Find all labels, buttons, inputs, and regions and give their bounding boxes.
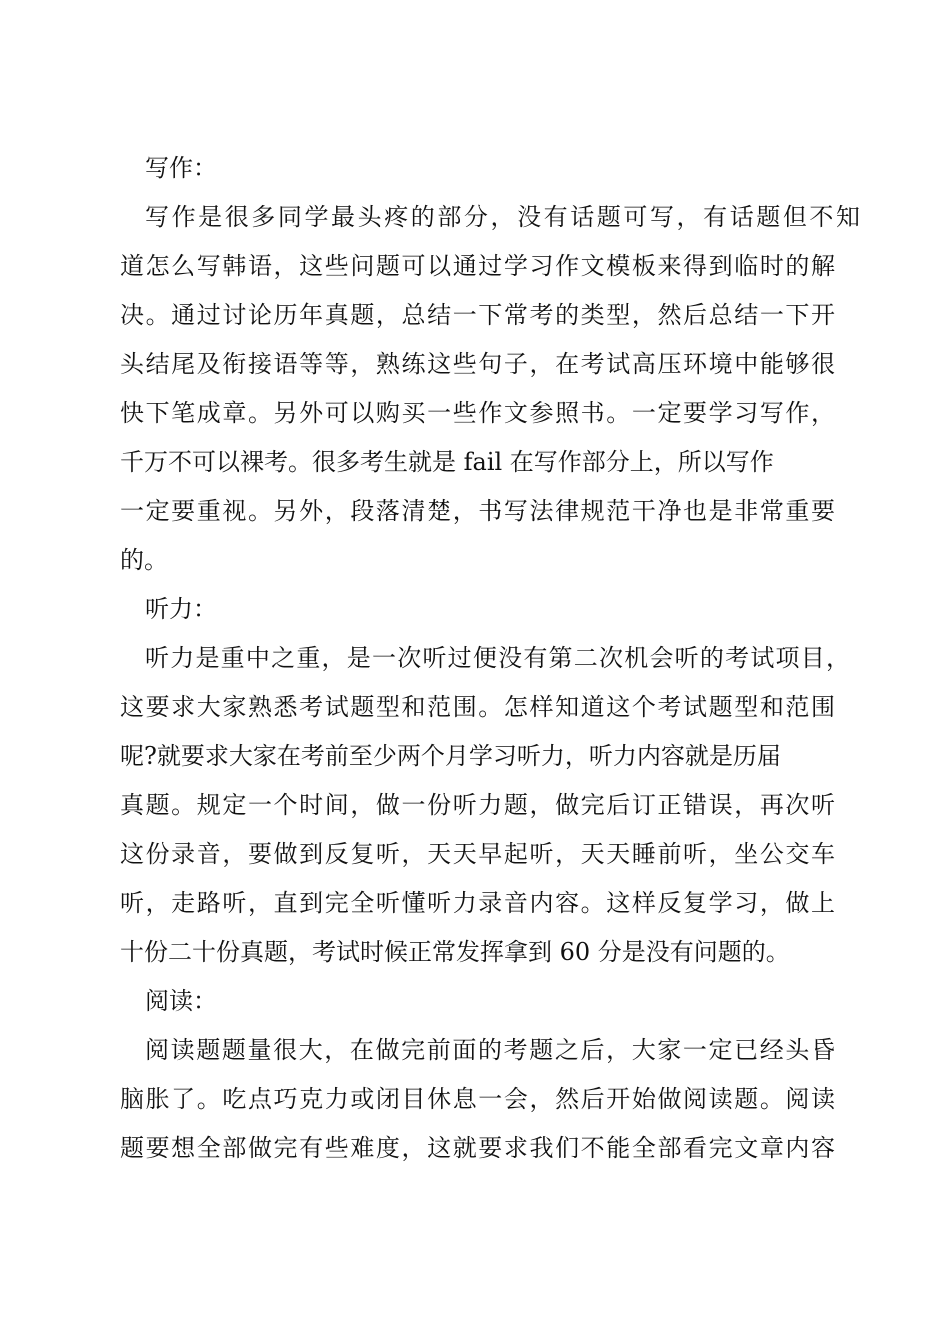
paragraph-line: 一定要重视。另外，段落清楚，书写法律规范干净也是非常重要	[120, 497, 835, 525]
paragraph-line: 快下笔成章。另外可以购买一些作文参照书。一定要学习写作，	[120, 399, 835, 427]
section-heading-listening: 听力：	[145, 595, 217, 623]
paragraph-line: 十份二十份真题，考试时候正常发挥拿到 60 分是没有问题的。	[120, 938, 790, 966]
paragraph-line: 头结尾及衔接语等等，熟练这些句子，在考试高压环境中能够很	[120, 350, 835, 378]
paragraph-line: 千万不可以裸考。很多考生就是 fail 在写作部分上，所以写作	[120, 448, 774, 476]
paragraph-line: 呢?就要求大家在考前至少两个月学习听力，听力内容就是历届	[120, 742, 781, 770]
paragraph-line: 的。	[120, 546, 168, 574]
paragraph-line: 阅读题题量很大，在做完前面的考题之后，大家一定已经头昏	[145, 1036, 835, 1064]
paragraph-line: 道怎么写韩语，这些问题可以通过学习作文模板来得到临时的解	[120, 252, 835, 280]
paragraph-line: 这要求大家熟悉考试题型和范围。怎样知道这个考试题型和范围	[120, 693, 835, 721]
paragraph-line: 题要想全部做完有些难度，这就要求我们不能全部看完文章内容	[120, 1134, 835, 1162]
paragraph-line: 这份录音，要做到反复听，天天早起听，天天睡前听，坐公交车	[120, 840, 835, 868]
paragraph-line: 真题。规定一个时间，做一份听力题，做完后订正错误，再次听	[120, 791, 835, 819]
section-heading-writing: 写作：	[145, 154, 217, 182]
paragraph-line: 决。通过讨论历年真题，总结一下常考的类型，然后总结一下开	[120, 301, 835, 329]
paragraph-line: 听力是重中之重，是一次听过便没有第二次机会听的考试项目，	[145, 644, 850, 672]
section-heading-reading: 阅读：	[145, 987, 217, 1015]
paragraph-line: 听，走路听，直到完全听懂听力录音内容。这样反复学习，做上	[120, 889, 835, 917]
paragraph-line: 写作是很多同学最头疼的部分，没有话题可写，有话题但不知	[145, 203, 860, 231]
paragraph-line: 脑胀了。吃点巧克力或闭目休息一会，然后开始做阅读题。阅读	[120, 1085, 835, 1113]
